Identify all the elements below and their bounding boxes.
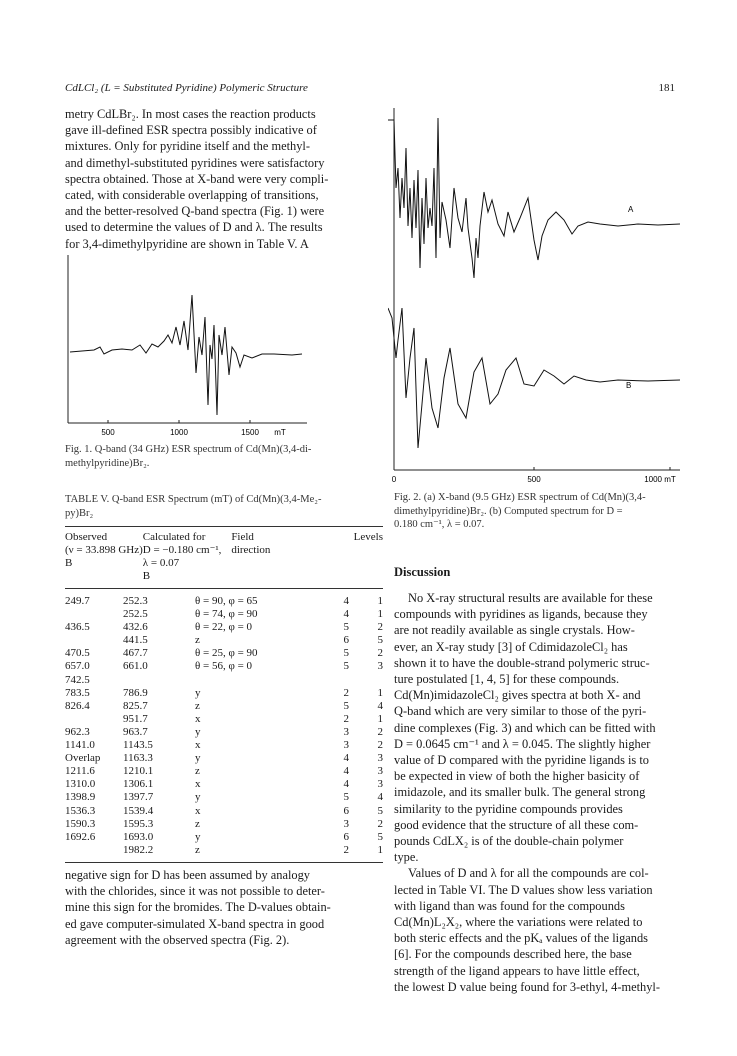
fig2-tick-label: 500 [527, 475, 541, 484]
table-row [65, 647, 383, 660]
table-header-cell: Levels [353, 531, 383, 543]
table-cell: 2 [343, 686, 349, 699]
table-row [65, 752, 383, 765]
text-line: with the chlorides, since it was not possible to deter- [65, 884, 325, 899]
fig2-label-a: A [628, 205, 634, 214]
text-line: both steric effects and the pKₐ values of the ligands [394, 931, 648, 946]
text-line: Q-band which are very similar to those of the pyri- [394, 704, 647, 719]
section-heading: Discussion [394, 565, 451, 579]
table-header-row [65, 557, 383, 570]
table-cell: 432.6 [123, 621, 148, 634]
left-paragraph-2 [65, 867, 383, 948]
fig2-tick-label: 0 [391, 475, 397, 484]
table-cell: 661.0 [123, 660, 148, 673]
table-cell: θ = 22, φ = 0 [195, 621, 253, 634]
table-cell: 252.5 [123, 608, 148, 621]
table-header-cell: B [65, 557, 73, 570]
text-line: for 3,4-dimethylpyridine are shown in Table V. A [65, 236, 309, 251]
text-line: lected in Table VI. The D values show less variation [394, 882, 653, 897]
table-cell: 2 [343, 843, 349, 856]
table-cell: 4 [343, 608, 349, 621]
table-cell: 467.7 [123, 647, 148, 660]
table-cell: 6 [343, 804, 349, 817]
table-cell: 5 [377, 830, 383, 843]
text-line: negative sign for D has been assumed by analogy [65, 868, 310, 882]
text-line: metry CdLBr₂. In most cases the reaction products [65, 107, 316, 121]
text-line: D = 0.0645 cm⁻¹ and λ = 0.045. The slightly higher [394, 736, 651, 751]
discussion-section [394, 565, 684, 580]
table-row [65, 595, 383, 608]
table-cell [315, 674, 349, 687]
table-cell: 3 [343, 725, 349, 738]
table-cell: 5 [343, 621, 349, 634]
table-row [65, 765, 383, 778]
text-line: with ligand than was found for the compounds [394, 898, 625, 913]
table-cell: 1693.0 [123, 830, 154, 843]
text-line: Values of D and λ for all the compounds are col- [408, 866, 649, 881]
table-cell [65, 844, 123, 857]
table-cell: 470.5 [65, 647, 90, 660]
table-cell: 441.5 [123, 634, 148, 647]
text-line: Cd(Mn)imidazoleCl₂ gives spectra at both X- and [394, 688, 641, 703]
table-cell: 1536.3 [65, 804, 96, 817]
table-cell: θ = 25, φ = 90 [195, 647, 258, 660]
table-cell: 826.4 [65, 699, 90, 712]
table-cell: 1398.9 [65, 791, 96, 804]
table-cell: θ = 74, φ = 90 [195, 608, 258, 621]
table-header-cell: Calculated for [142, 531, 206, 543]
fig1-spectrum [62, 255, 312, 440]
fig2-trace-b [388, 308, 680, 448]
table-header-cell [332, 557, 383, 570]
text-line: mixtures. Only for pyridine itself and the methyl- [65, 139, 311, 154]
text-line: Cd(Mn)L₂X₂, where the variations were related to [394, 915, 643, 930]
table-header-row [65, 531, 383, 544]
table-row [65, 791, 383, 804]
text-line: ed gave computer-simulated X-band spectra in good [65, 916, 325, 931]
caption-line: Fig. 2. (a) X-band (9.5 GHz) ESR spectrum of Cd(Mn)(3,4- [394, 492, 646, 503]
table-cell: 3 [377, 660, 383, 673]
table-cell: 3 [343, 817, 349, 830]
left-paragraph-1 [65, 106, 383, 252]
table-row [65, 634, 383, 647]
fig2-tick-label: 1000 mT [644, 475, 676, 484]
discussion-text [394, 590, 684, 995]
running-title: CdLCl₂ (L = Substituted Pyridine) Polymeric Structure [65, 82, 308, 94]
table-row [65, 805, 383, 818]
page-number: 181 [658, 82, 675, 94]
table-row [65, 608, 383, 621]
text-line: dine complexes (Fig. 3) and which can be fitted with [394, 720, 656, 735]
table-cell: y [195, 725, 201, 738]
table-cell: 3 [377, 778, 383, 791]
table-row [65, 778, 383, 791]
text-line: used to determine the values of D and λ. The results [65, 220, 323, 235]
table-cell [195, 674, 315, 687]
text-line: the lowest D value being found for 3-ethyl, 4-methyl- [394, 979, 660, 994]
fig1-tick-label: 1500 [241, 428, 259, 437]
caption-line: Fig. 1. Q-band (34 GHz) ESR spectrum of Cd(Mn)(3,4-di- [65, 444, 312, 455]
table-cell: y [195, 830, 201, 843]
table-cell: 1982.2 [123, 843, 154, 856]
table-cell: 1163.3 [123, 752, 153, 765]
table-cell: 1590.3 [65, 817, 96, 830]
text-line: similarity to the pyridine compounds provides [394, 801, 623, 816]
table-cell [123, 674, 195, 687]
text-line: mine this sign for the bromides. The D-values obtain- [65, 900, 331, 915]
table-cell: 5 [343, 660, 349, 673]
table-row [65, 687, 383, 700]
text-line: agreement with the observed spectra (Fig. 2). [65, 932, 290, 947]
table-cell: 962.3 [65, 725, 90, 738]
table-header-row [65, 544, 383, 557]
table-header-cell [231, 570, 332, 583]
caption-line: methylpyridine)Br₂. [65, 457, 150, 469]
fig2-spectra [388, 108, 688, 488]
text-line: good evidence that the structure of all these com- [394, 817, 639, 832]
text-line: ture postulated [1, 4, 5] for these compounds. [394, 672, 620, 687]
table-cell: 1539.4 [123, 804, 154, 817]
table-header-cell: direction [231, 544, 271, 557]
table-header-cell: λ = 0.07 [142, 557, 180, 570]
fig1-caption [65, 443, 383, 470]
table-cell: 2 [377, 621, 383, 634]
table-cell: 1 [377, 712, 383, 725]
table-cell: 1141.0 [65, 739, 95, 752]
text-line: ever, an X-ray study [3] of CdimidazoleCl₂ has [394, 639, 628, 654]
table-header-cell: (ν = 33.898 GHz) [65, 544, 143, 557]
table-cell: 2 [377, 725, 383, 738]
table-row [65, 700, 383, 713]
table-header-row [65, 570, 383, 583]
table-rule-mid [65, 588, 383, 589]
table5-title [65, 493, 383, 520]
fig2-caption [394, 491, 684, 532]
table-cell: z [195, 634, 200, 647]
table-row [65, 660, 383, 673]
text-line: cated, with considerable overlapping of transitions, [65, 188, 319, 203]
fig2-trace-a [388, 118, 680, 278]
table-cell: 786.9 [123, 686, 148, 699]
table-cell: θ = 56, φ = 0 [195, 660, 253, 673]
text-line: are not readily available as single crystals. How- [394, 623, 635, 638]
table-cell: 1306.1 [123, 778, 154, 791]
table-title-line: py)Br₂ [65, 507, 94, 519]
table-cell: z [195, 817, 200, 830]
table-cell: 1 [377, 843, 383, 856]
table-header-cell: B [142, 570, 151, 583]
table-cell: y [195, 791, 201, 804]
table-cell [65, 608, 123, 621]
table5-header [65, 531, 383, 583]
text-line: pounds CdLX₂ is of the double-chain polymer [394, 834, 624, 849]
table-cell: 2 [343, 712, 349, 725]
table-cell: 5 [343, 791, 349, 804]
table-cell: θ = 90, φ = 65 [195, 595, 258, 607]
table-cell: 5 [343, 647, 349, 660]
table-row [65, 726, 383, 739]
table-cell: 4 [377, 791, 383, 804]
table-header-cell [231, 557, 332, 570]
table-cell: 4 [343, 595, 349, 607]
table-cell: 3 [377, 752, 383, 765]
table-cell: x [195, 712, 201, 725]
text-line: type. [394, 850, 419, 865]
fig1-trace [70, 295, 302, 415]
table-row [65, 818, 383, 831]
table-row [65, 739, 383, 752]
table-cell: 1 [377, 608, 383, 621]
table-cell: 252.3 [123, 595, 148, 607]
text-line: imidazole, and its smaller bulk. The general strong [394, 785, 646, 800]
table-cell: 1211.6 [65, 765, 95, 778]
text-line: compounds with pyridines as ligands, because they [394, 607, 648, 622]
text-line: value of D compared with the pyridine ligands is to [394, 753, 649, 768]
table-header-cell [332, 570, 383, 583]
text-line: shown it to have the double-strand polymeric struc- [394, 655, 650, 670]
caption-line: dimethylpyridine)Br₂. (b) Computed spectrum for D = [394, 505, 623, 517]
table-cell: 825.7 [123, 699, 148, 712]
table-cell: 6 [343, 830, 349, 843]
table-cell: 963.7 [123, 725, 148, 738]
table-title-line: TABLE V. Q-band ESR Spectrum (mT) of Cd(Mn)(3,4-Me₂- [65, 494, 322, 505]
table-row [65, 844, 383, 857]
table-cell: x [195, 739, 201, 752]
fig1-unit-label: mT [274, 428, 286, 437]
table-cell: 6 [343, 634, 349, 647]
table-cell: 436.5 [65, 621, 90, 634]
text-line: No X-ray structural results are available for these [408, 591, 653, 605]
table5-body [65, 595, 383, 857]
table-cell: 5 [343, 699, 349, 712]
table-cell: z [195, 843, 200, 856]
table-cell [349, 674, 383, 687]
table-cell: 3 [377, 765, 383, 778]
table-cell: 783.5 [65, 686, 90, 699]
table-cell: z [195, 699, 200, 712]
table-cell: 4 [377, 699, 383, 712]
text-line: be expected in view of both the higher basicity of [394, 769, 640, 784]
table-cell: 1397.7 [123, 791, 154, 804]
table-cell: 5 [377, 634, 383, 647]
fig2-label-b: B [626, 381, 632, 390]
table-row [65, 831, 383, 844]
table-cell: 1 [377, 686, 383, 699]
text-line: and dimethyl-substituted pyridines were satisfactory [65, 155, 325, 170]
table-cell [65, 634, 123, 647]
table-cell: 657.0 [65, 660, 90, 673]
table-rule-top [65, 526, 383, 527]
table-header-cell [65, 570, 143, 583]
table-cell: 4 [343, 765, 349, 778]
table-cell: 742.5 [65, 673, 90, 686]
table-rule-bottom [65, 862, 383, 863]
table-cell: 1692.6 [65, 830, 96, 843]
table-cell: y [195, 686, 201, 699]
table-cell: x [195, 804, 201, 817]
table-cell: 1595.3 [123, 817, 154, 830]
table-header-cell: D = −0.180 cm⁻¹, [142, 544, 222, 557]
text-line: [6]. For the compounds described here, the base [394, 947, 632, 962]
table-cell: 1143.5 [123, 739, 153, 752]
table-cell: 2 [377, 739, 383, 752]
table-cell: y [195, 752, 201, 765]
table-row [65, 713, 383, 726]
table-header-cell: Observed [65, 531, 108, 543]
table-cell: 1210.1 [123, 765, 154, 778]
fig1-tick-label: 500 [101, 428, 115, 437]
table-cell: 5 [377, 804, 383, 817]
table-cell: 1310.0 [65, 778, 96, 791]
table-cell: 951.7 [123, 712, 148, 725]
table-cell: 2 [377, 647, 383, 660]
caption-line: 0.180 cm⁻¹, λ = 0.07. [394, 519, 485, 530]
table-cell: 2 [377, 817, 383, 830]
table-cell: Overlap [65, 752, 101, 765]
table-row [65, 621, 383, 634]
table-cell: 1 [377, 595, 383, 607]
table-header-cell [332, 544, 383, 557]
text-line: and the better-resolved Q-band spectra (Fig. 1) were [65, 204, 325, 219]
table-cell: 4 [343, 778, 349, 791]
table-header-cell: Field [231, 531, 254, 543]
table-cell: 249.7 [65, 595, 90, 607]
fig1-tick-label: 1000 [170, 428, 188, 437]
table-cell [65, 713, 123, 726]
table-cell: 3 [343, 739, 349, 752]
text-line: strength of the ligand appears to have little effect, [394, 963, 640, 978]
table-cell: x [195, 778, 201, 791]
table-cell: z [195, 765, 200, 778]
table-cell: 4 [343, 752, 349, 765]
text-line: gave ill-defined ESR spectra possibly indicative of [65, 123, 317, 138]
table-row [65, 674, 383, 687]
text-line: spectra obtained. Those at X-band were very compli- [65, 171, 329, 186]
